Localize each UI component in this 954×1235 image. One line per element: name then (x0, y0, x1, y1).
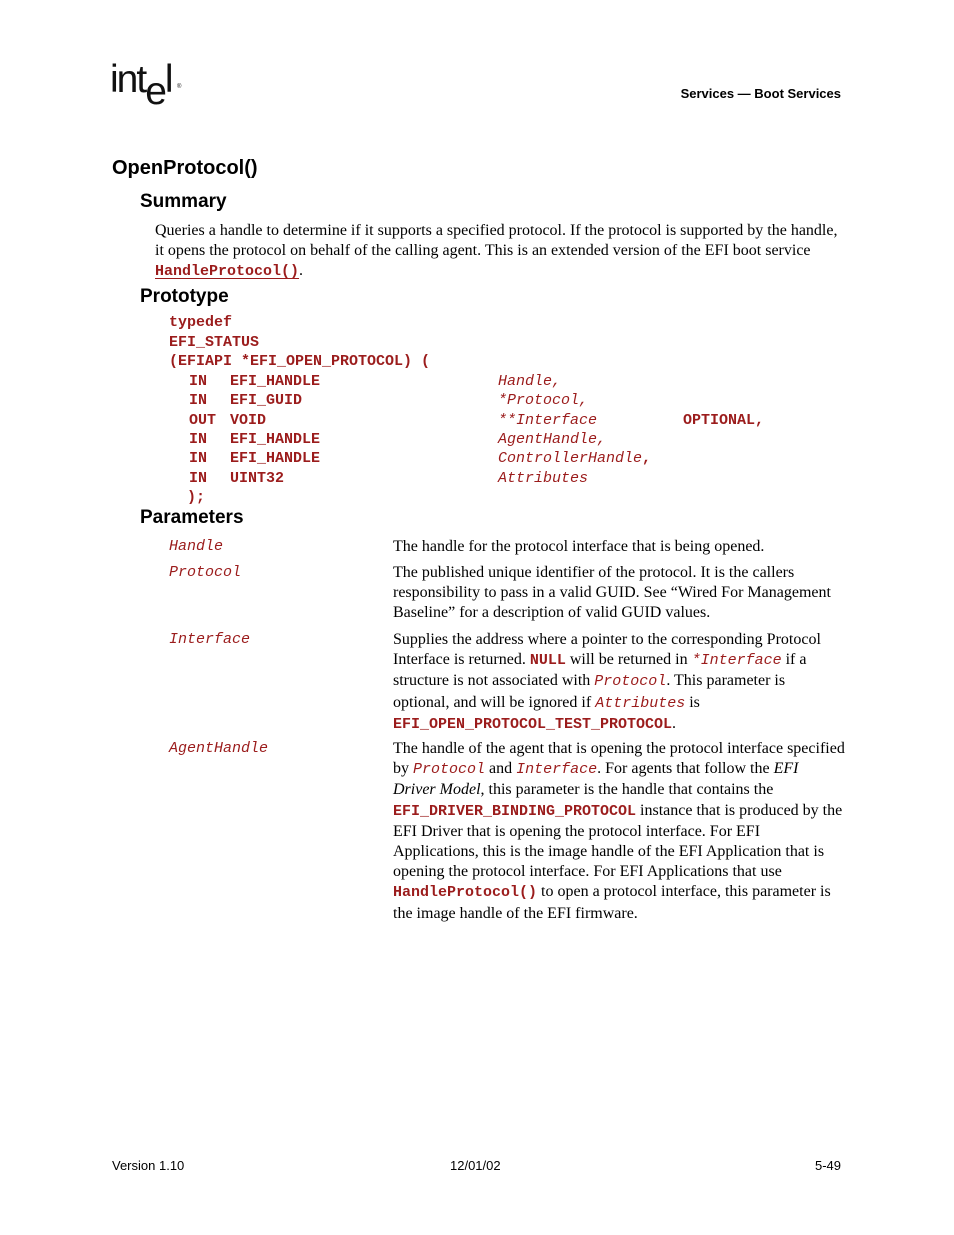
code-param-name: **Interface (498, 412, 598, 429)
handleprotocol-link[interactable]: HandleProtocol() (155, 263, 300, 280)
param-name: AgentHandle (169, 740, 269, 757)
prototype-heading: Prototype (140, 286, 229, 307)
summary-text: Queries a handle to determine if it supports a specified protocol. If the protocol is supported by the handle, it opens the protocol on behalf of the calling agent. This is an extended version of the EFI boot service HandleProtocol(). (155, 222, 838, 280)
code-line: typedef (169, 314, 233, 331)
code-type: VOID (230, 412, 267, 429)
param-name: Handle (169, 538, 224, 555)
code-dir: IN (189, 470, 208, 487)
code-param-name: AgentHandle, (498, 431, 607, 448)
param-name: Interface (169, 631, 251, 648)
code-type: EFI_HANDLE (230, 431, 321, 448)
code-param-name: Attributes (498, 470, 589, 487)
code-line: EFI_STATUS (169, 334, 260, 351)
page-title: OpenProtocol() (112, 157, 258, 179)
code-type: EFI_HANDLE (230, 450, 321, 467)
param-description: Supplies the address where a pointer to the corresponding Protocol Interface is returned. NULL will be returned in *Interface if a structure is not associated with Protocol. This parameter is optional, and will be ignored if Attributes is EFI_OPEN_PROTOCOL_TEST_PROTOCOL. (393, 631, 821, 733)
code-param-name: ControllerHandle, (498, 450, 652, 467)
param-name: Protocol (169, 564, 242, 581)
code-dir: IN (189, 392, 208, 409)
code-line: ); (169, 489, 206, 506)
intel-logo: intel ® (110, 58, 182, 113)
code-dir: IN (189, 450, 208, 467)
code-param-name: Handle, (498, 373, 562, 390)
param-description: The handle for the protocol interface that is being opened. (393, 538, 765, 555)
running-header: Services — Boot Services (680, 86, 841, 101)
code-optional: OPTIONAL, (683, 412, 765, 429)
footer-version: Version 1.10 (112, 1158, 185, 1173)
footer-date: 12/01/02 (450, 1158, 501, 1173)
summary-heading: Summary (140, 191, 227, 212)
code-dir: IN (189, 431, 208, 448)
code-dir: OUT (189, 412, 217, 429)
registered-mark: ® (177, 84, 182, 90)
param-description: The published unique identifier of the protocol. It is the callers responsibility to pass in a valid GUID. See “Wired For Management Baseline” for a description of valid GUID values. (393, 564, 831, 622)
code-line: (EFIAPI *EFI_OPEN_PROTOCOL) ( (169, 353, 431, 370)
parameters-heading: Parameters (140, 507, 244, 528)
code-dir: IN (189, 373, 208, 390)
code-type: UINT32 (230, 470, 285, 487)
code-param-name: *Protocol, (498, 392, 589, 409)
footer-page-number: 5-49 (814, 1158, 841, 1173)
code-type: EFI_GUID (230, 392, 303, 409)
code-type: EFI_HANDLE (230, 373, 321, 390)
param-description: The handle of the agent that is opening the protocol interface specified by Protocol and Interface. For agents that follow the EFI Driver Model, this parameter is the handle that contains the EFI_DRIVER_BINDING_PROTOCOL instance that is produced by the EFI Driver that is opening the protocol interface. For EFI Applications, this is the image handle of the EFI Application that is opening the protocol interface. For EFI Applications that use HandleProtocol() to open a protocol interface, this parameter is the image handle of the EFI firmware. (393, 740, 845, 922)
